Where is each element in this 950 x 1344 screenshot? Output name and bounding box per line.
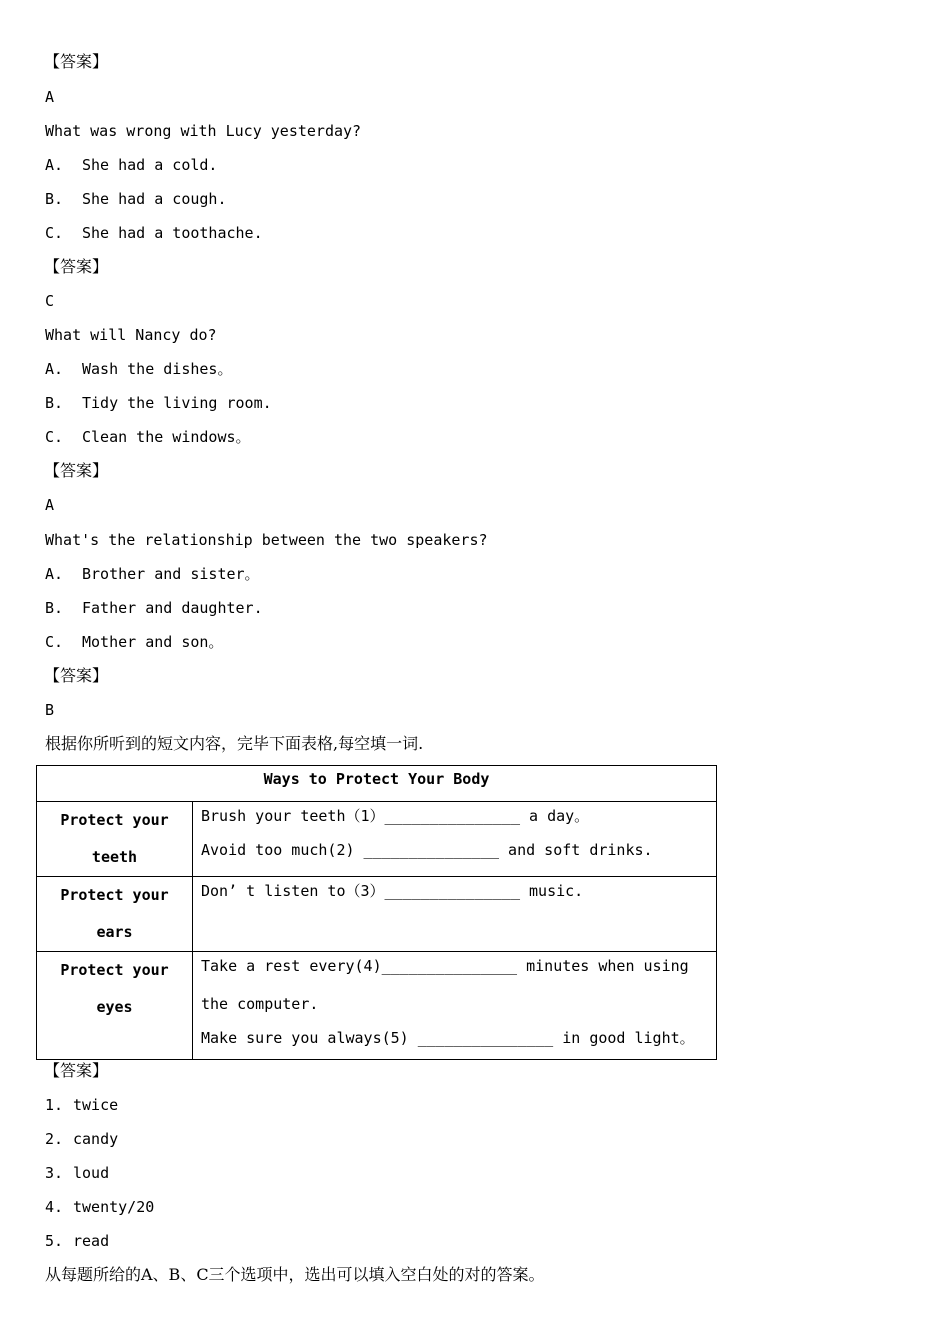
- option-b: [45, 598, 263, 618]
- fill-answer-1: [45, 1095, 118, 1115]
- row-label-line: Protect your: [60, 961, 169, 979]
- answer-heading: 【答案】: [44, 52, 109, 71]
- option-text: Wash the dishes。: [82, 360, 233, 378]
- option-a: [45, 359, 232, 379]
- answer-text: loud: [73, 1164, 110, 1182]
- row-label-line: eyes: [96, 998, 133, 1016]
- table-row: [37, 952, 717, 1060]
- row-content: [193, 877, 717, 952]
- content-line: Don’ t listen to（3）_______________ music.: [201, 882, 584, 900]
- content-line: Avoid too much(2) _______________ and soft drinks.: [201, 841, 653, 859]
- option-text: Mother and son。: [82, 633, 224, 651]
- answer-heading: 【答案】: [44, 1061, 109, 1080]
- option-letter: A.: [45, 565, 64, 583]
- option-letter: A.: [45, 360, 64, 378]
- option-a: [45, 564, 260, 584]
- table-instruction: 根据你所听到的短文内容，完毕下面表格,每空填一词.: [45, 734, 424, 753]
- protect-body-table: [36, 765, 717, 1060]
- row-content: [193, 802, 717, 877]
- answer-letter: A: [45, 88, 55, 106]
- final-instruction: 从每题所给的A、B、C三个选项中，选出可以填入空白处的对的答案。: [45, 1265, 545, 1284]
- option-text: Father and daughter.: [82, 599, 263, 617]
- answer-text: candy: [73, 1130, 119, 1148]
- option-c: [45, 427, 251, 447]
- row-label: [37, 802, 193, 877]
- answer-heading: 【答案】: [44, 461, 109, 480]
- option-text: Clean the windows。: [82, 428, 251, 446]
- option-letter: C.: [45, 224, 64, 242]
- option-text: Tidy the living room.: [82, 394, 272, 412]
- answer-letter: C: [45, 292, 55, 310]
- table-title: Ways to Protect Your Body: [37, 766, 717, 802]
- row-content: [193, 952, 717, 1060]
- option-b: [45, 393, 272, 413]
- content-line: Brush your teeth（1）_______________ a day。: [201, 807, 590, 825]
- fill-answer-5: [45, 1231, 109, 1251]
- row-label: [37, 877, 193, 952]
- option-text: She had a cold.: [82, 156, 218, 174]
- question-text: What will Nancy do?: [45, 326, 217, 344]
- option-text: Brother and sister。: [82, 565, 260, 583]
- option-text: She had a toothache.: [82, 224, 263, 242]
- fill-answer-3: [45, 1163, 109, 1183]
- question-text: What was wrong with Lucy yesterday?: [45, 122, 362, 140]
- answer-heading: 【答案】: [44, 257, 109, 276]
- table-row: [37, 877, 717, 952]
- option-c: [45, 223, 263, 243]
- row-label-line: ears: [96, 923, 133, 941]
- option-letter: C.: [45, 428, 64, 446]
- answer-number: 3.: [45, 1164, 64, 1182]
- answer-number: 1.: [45, 1096, 64, 1114]
- answer-number: 4.: [45, 1198, 64, 1216]
- option-letter: A.: [45, 156, 64, 174]
- content-line: Take a rest every(4)_______________ minutes when using: [201, 957, 689, 975]
- row-label-line: teeth: [91, 848, 138, 866]
- option-letter: B.: [45, 599, 64, 617]
- option-a: [45, 155, 217, 175]
- answer-number: 2.: [45, 1130, 64, 1148]
- question-text: What's the relationship between the two speakers?: [45, 531, 488, 549]
- option-letter: C.: [45, 633, 64, 651]
- answer-letter: B: [45, 701, 55, 719]
- table-row: [37, 802, 717, 877]
- answer-text: read: [73, 1232, 110, 1250]
- content-line: the computer.: [201, 995, 319, 1013]
- option-letter: B.: [45, 394, 64, 412]
- content-line: Make sure you always(5) _______________ in good light。: [201, 1029, 695, 1047]
- answer-letter: A: [45, 496, 55, 514]
- option-text: She had a cough.: [82, 190, 227, 208]
- row-label-line: Protect your: [60, 811, 169, 829]
- answer-text: twice: [73, 1096, 119, 1114]
- option-c: [45, 632, 223, 652]
- fill-answer-4: [45, 1197, 154, 1217]
- answer-heading: 【答案】: [44, 666, 109, 685]
- row-label-line: Protect your: [60, 886, 169, 904]
- answer-number: 5.: [45, 1232, 64, 1250]
- fill-answer-2: [45, 1129, 118, 1149]
- option-b: [45, 189, 227, 209]
- row-label: [37, 952, 193, 1060]
- option-letter: B.: [45, 190, 64, 208]
- answer-text: twenty/20: [73, 1198, 155, 1216]
